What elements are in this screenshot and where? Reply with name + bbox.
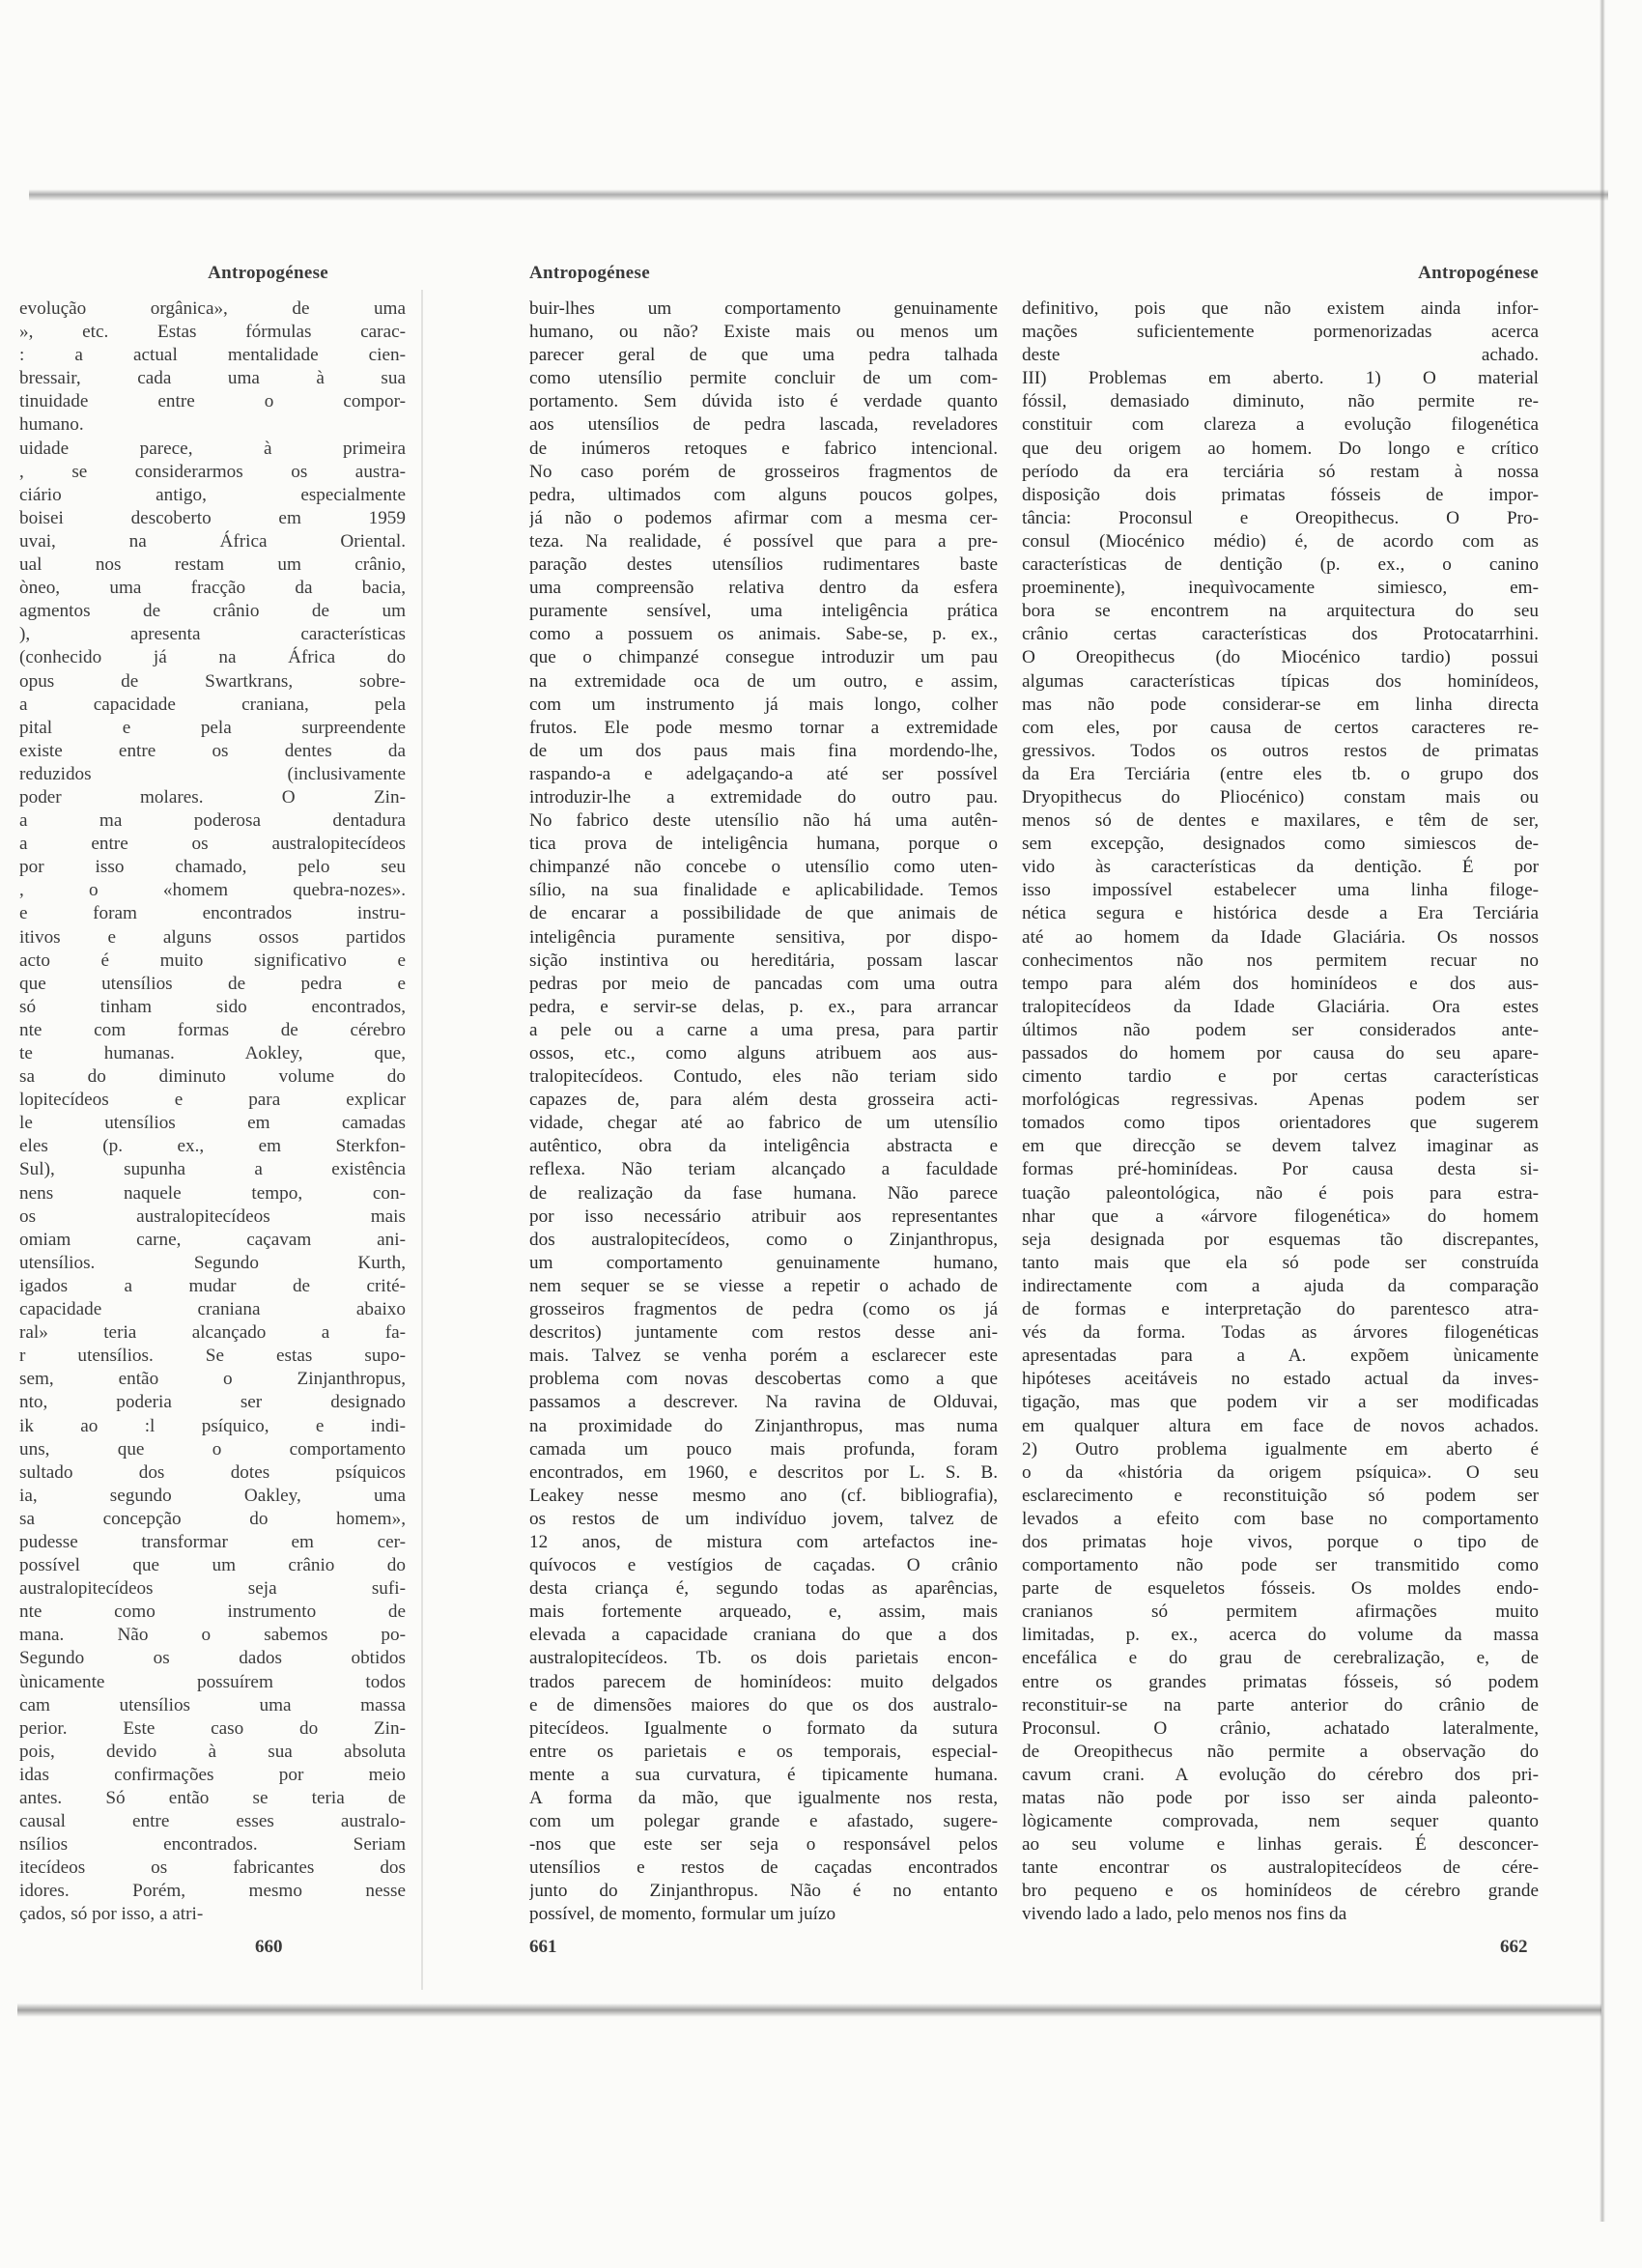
text-line: tigação, mas que podem vir a ser modificadas (1022, 1392, 1539, 1413)
text-line: que o chimpanzé consegue introduzir um pau (529, 647, 998, 668)
text-line: de realização da fase humana. Não parece (529, 1182, 998, 1204)
text-line: até ao homem da Idade Glaciária. Os nossos (1022, 926, 1539, 948)
text-line: encontrados, em 1960, e descritos por L. S. B. (529, 1461, 998, 1483)
text-line: com eles, por causa de certos caracteres re- (1022, 717, 1539, 738)
text-line: ral» teria alcançado a fa- (19, 1322, 406, 1344)
text-line: isso impossível estabelecer uma linha filoge- (1022, 880, 1539, 901)
text-line: nens naquele tempo, con- (19, 1182, 406, 1204)
text-line: tância: Proconsul e Oreopithecus. O Pro- (1022, 507, 1539, 528)
text-line: boisei descoberto em 1959 (19, 507, 406, 528)
text-line: introduzir-lhe a extremidade do outro pau. (529, 786, 998, 808)
text-line: algumas características típicas dos hominídeos, (1022, 670, 1539, 692)
text-line: puramente sensível, uma inteligência prática (529, 601, 998, 622)
text-line: eles (p. ex., em Sterkfon- (19, 1136, 406, 1157)
text-line: definitivo, pois que não existem ainda infor- (1022, 298, 1539, 319)
page-number: 660 (255, 1937, 283, 1957)
text-line: nto, poderia ser designado (19, 1392, 406, 1413)
text-line: idores. Porém, mesmo nesse (19, 1881, 406, 1902)
text-line: itecídeos os fabricantes dos (19, 1857, 406, 1879)
text-line: sultado dos dotes psíquicos (19, 1461, 406, 1483)
text-line: tica prova de inteligência humana, porque o (529, 834, 998, 855)
text-line: formas pré-hominídeas. Por causa desta si- (1022, 1159, 1539, 1180)
text-line: nsílios encontrados. Seriam (19, 1834, 406, 1856)
text-line: características de dentição (p. ex., o canino (1022, 554, 1539, 576)
text-line: possível que um crânio do (19, 1555, 406, 1576)
text-line: vivendo lado a lado, pelo menos nos fins da (1022, 1904, 1347, 1925)
scan-edge-top (29, 189, 1608, 201)
text-line: a pele ou a carne a uma presa, para partir (529, 1019, 998, 1040)
text-line: cimento tardio e por certas características (1022, 1066, 1539, 1088)
text-line: tanto mais que ela só pode ser construída (1022, 1252, 1539, 1273)
text-line: trados parecem de hominídeos: muito delgados (529, 1671, 998, 1692)
text-line: pitecídeos. Igualmente o formato da sutura (529, 1717, 998, 1739)
text-line: matas não pode por isso ser ainda paleonto- (1022, 1788, 1539, 1808)
text-line: parecer geral de que uma pedra talhada (529, 345, 998, 366)
text-line: passamos a descrever. Na ravina de Olduvai, (529, 1392, 998, 1413)
text-line: No fabrico deste utensílio não há uma autên- (529, 810, 998, 832)
text-line: na proximidade do Zinjanthropus, mas numa (529, 1415, 998, 1436)
text-line: que utensílios de pedra e (19, 973, 406, 994)
text-line: A forma da mão, que igualmente nos resta, (529, 1788, 998, 1808)
text-line: de inúmeros retoques e fabrico intencional. (529, 438, 998, 459)
text-line: hipóteses aceitáveis no estado actual da inves- (1022, 1369, 1539, 1390)
text-line: já não o podemos afirmar com a mesma cer- (529, 507, 998, 528)
text-line: dos australopitecídeos, como o Zinjanthropus, (529, 1229, 998, 1250)
text-line: reflexa. Não teriam alcançado a faculdade (529, 1159, 998, 1180)
text-line: causal entre esses australo- (19, 1811, 406, 1832)
text-line: por isso necessário atribuir aos representantes (529, 1205, 998, 1227)
text-line: pedra, e servir-se delas, p. ex., para arrancar (529, 996, 998, 1017)
text-line: levados a efeito com base no comportamento (1022, 1508, 1539, 1529)
text-line: desta criança é, segundo todas as aparências, (529, 1578, 998, 1600)
text-line: ), apresenta características (19, 624, 406, 645)
text-line: nte como instrumento de (19, 1602, 406, 1623)
text-line: indirectamente com a ajuda da comparação (1022, 1275, 1539, 1296)
text-line: e de dimensões maiores do que os dos australo- (529, 1694, 998, 1715)
text-line: evolução orgânica», de uma (19, 298, 406, 319)
text-line: descritos) juntamente com restos desse ani- (529, 1322, 998, 1344)
text-line: morfológicas regressivas. Apenas podem ser (1022, 1090, 1539, 1111)
text-line: bro pequeno e os hominídeos de cérebro grande (1022, 1881, 1539, 1902)
text-line: », etc. Estas fórmulas carac- (19, 322, 406, 343)
body-text (19, 298, 406, 1927)
text-line: buir-lhes um comportamento genuinamente (529, 298, 998, 319)
text-line: de formas e interpretação do parentesco atra- (1022, 1299, 1539, 1320)
text-line: dos primatas hoje vivos, porque o tipo de (1022, 1531, 1539, 1552)
text-line: ao seu volume e linhas gerais. É desconcer- (1022, 1834, 1539, 1856)
text-line: australopitecídeos. Tb. os dois parietais encon- (529, 1648, 998, 1669)
text-line: sem excepção, designados como simiescos de- (1022, 834, 1539, 855)
text-line: capazes de, para além desta grosseira acti- (529, 1090, 998, 1111)
text-line: humano. (19, 414, 84, 436)
text-line: menos só de dentes e maxilares, e têm de ser, (1022, 810, 1539, 832)
text-line: em qualquer altura em face de novos achados. (1022, 1415, 1539, 1436)
text-line: apresentadas para a A. expõem ùnicamente (1022, 1346, 1539, 1367)
text-line: a ma poderosa dentadura (19, 810, 406, 832)
text-line: só tinham sido encontrados, (19, 996, 406, 1017)
text-line: os australopitecídeos mais (19, 1205, 406, 1227)
text-line: Dryopithecus do Pliocénico) constam mais ou (1022, 786, 1539, 808)
text-line: pital e pela surpreendente (19, 717, 406, 738)
text-line: sa concepção do homem», (19, 1508, 406, 1529)
text-line: pedras por meio de pancadas com uma outra (529, 973, 998, 994)
text-line: encefálica e do grau de cerebralização, e, de (1022, 1648, 1539, 1669)
text-line: ciário antigo, especialmente (19, 484, 406, 505)
running-head: Antropogénese (1418, 263, 1539, 283)
text-line: crânio certas características dos Protocatarrhini. (1022, 624, 1539, 645)
text-line: gressivos. Todos os outros restos de primatas (1022, 740, 1539, 761)
text-line: tinuidade entre o compor- (19, 391, 406, 412)
text-line: agmentos de crânio de um (19, 601, 406, 622)
text-line: tante encontrar os australopitecídeos de cére- (1022, 1857, 1539, 1879)
text-line: mana. Não o sabemos po- (19, 1625, 406, 1646)
text-line: Segundo os dados obtidos (19, 1648, 406, 1669)
text-line: òneo, uma fracção da bacia, (19, 578, 406, 599)
text-line: le utensílios em camadas (19, 1113, 406, 1134)
text-line: Leakey nesse mesmo ano (cf. bibliografia), (529, 1485, 998, 1506)
text-line: australopitecídeos seja sufi- (19, 1578, 406, 1600)
text-line: de um dos paus mais fina mordendo-lhe, (529, 740, 998, 761)
text-line: constituir com clareza a evolução filogenética (1022, 414, 1539, 436)
text-line: aos utensílios de pedra lascada, reveladores (529, 414, 998, 436)
text-line: inteligência puramente sensitiva, por dispo- (529, 926, 998, 948)
text-line: proeminente), inequìvocamente simiesco, em- (1022, 578, 1539, 599)
text-line: autêntico, obra da inteligência abstracta e (529, 1136, 998, 1157)
text-line: disposição dois primatas fósseis de impor- (1022, 484, 1539, 505)
text-line: poder molares. O Zin- (19, 786, 406, 808)
text-line: mais. Talvez se venha porém a esclarecer este (529, 1346, 998, 1367)
text-line: itivos e alguns ossos partidos (19, 926, 406, 948)
text-line: : a actual mentalidade cien- (19, 345, 406, 366)
text-line: consul (Miocénico médio) é, de acordo com as (1022, 530, 1539, 552)
text-line: conhecimentos não nos permitem recuar no (1022, 950, 1539, 971)
page-number: 662 (1500, 1937, 1528, 1957)
page-number: 661 (529, 1937, 557, 1957)
text-line: como utensílio permite concluir de um com- (529, 368, 998, 389)
text-line: como a possuem os animais. Sabe-se, p. ex., (529, 624, 998, 645)
page-gutter (421, 290, 423, 1990)
text-line: um comportamento genuinamente humano, (529, 1252, 998, 1273)
text-line: perior. Este caso do Zin- (19, 1717, 406, 1739)
text-line: acto é muito significativo e (19, 950, 406, 971)
text-line: , o «homem quebra-nozes». (19, 880, 406, 901)
text-line: ik ao :l psíquico, e indi- (19, 1415, 406, 1436)
text-line: nhar que a «árvore filogenética» do homem (1022, 1205, 1539, 1227)
text-line: entre os parietais e os temporais, especial- (529, 1741, 998, 1762)
text-line: cavum crani. A evolução do cérebro dos pri- (1022, 1764, 1539, 1785)
page-661-column (529, 259, 998, 1998)
text-line: seja designada por esquemas tão discrepantes, (1022, 1229, 1539, 1250)
text-line: o da «história da origem psíquica». O seu (1022, 1461, 1539, 1483)
text-line: período da era terciária só restam à nossa (1022, 461, 1539, 482)
text-line: utensílios e restos de caçadas encontrados (529, 1857, 998, 1879)
text-line: paração destes utensílios rudimentares baste (529, 554, 998, 576)
text-line: III) Problemas em aberto. 1) O material (1022, 368, 1539, 389)
text-line: capacidade craniana abaixo (19, 1299, 406, 1320)
text-line: existe entre os dentes da (19, 740, 406, 761)
text-line: com um polegar grande e afastado, sugere- (529, 1811, 998, 1832)
text-line: que deu origem ao homem. Do longo e crítico (1022, 438, 1539, 459)
text-line: grosseiros fragmentos de pedra (como os já (529, 1299, 998, 1320)
text-line: reduzidos (inclusivamente (19, 763, 406, 784)
text-line: com um instrumento já mais longo, colher (529, 694, 998, 715)
text-line: da Era Terciária (entre eles tb. o grupo dos (1022, 763, 1539, 784)
text-line: passados do homem por causa do seu apare- (1022, 1043, 1539, 1063)
body-text (1022, 298, 1539, 1927)
text-line: a entre os australopitecídeos (19, 834, 406, 855)
text-line: uma compreensão relativa dentro da esfera (529, 578, 998, 599)
text-line: comportamento não pode ser transmitido como (1022, 1555, 1539, 1576)
text-line: portamento. Sem dúvida isto é verdade quanto (529, 391, 998, 412)
running-head: Antropogénese (208, 263, 328, 283)
text-line: humano, ou não? Existe mais ou menos um (529, 322, 998, 343)
text-line: vés da forma. Todas as árvores filogenéticas (1022, 1322, 1539, 1344)
text-line: raspando-a e adelgaçando-a até ser possível (529, 763, 998, 784)
text-line: uns, que o comportamento (19, 1438, 406, 1460)
text-line: nem sequer se se viesse a repetir o achado de (529, 1275, 998, 1296)
text-line: lopitecídeos e para explicar (19, 1090, 406, 1111)
text-line: fóssil, demasiado diminuto, não permite re- (1022, 391, 1539, 412)
text-line: uidade parece, à primeira (19, 438, 406, 459)
text-line: tralopitecídeos. Contudo, eles não teriam sido (529, 1066, 998, 1088)
text-line: camada um pouco mais profunda, foram (529, 1438, 998, 1460)
text-line: 12 anos, de mistura com artefactos ine- (529, 1531, 998, 1552)
text-line: os restos de um indivíduo jovem, talvez de (529, 1508, 998, 1529)
text-line: idas confirmações por meio (19, 1764, 406, 1785)
text-line: tomados como tipos orientadores que sugerem (1022, 1113, 1539, 1134)
text-line: uvai, na África Oriental. (19, 530, 406, 552)
text-line: tralopitecídeos da Idade Glaciária. Ora estes (1022, 996, 1539, 1017)
text-line: pudesse transformar em cer- (19, 1531, 406, 1552)
text-line: tuação paleontológica, não é pois para estra- (1022, 1182, 1539, 1204)
text-line: ùnicamente possuírem todos (19, 1671, 406, 1692)
text-line: problema com novas descobertas como a que (529, 1369, 998, 1390)
text-line: mente a sua curvatura, é tipicamente humana. (529, 1764, 998, 1785)
text-line: junto do Zinjanthropus. Não é no entanto (529, 1881, 998, 1902)
text-line: igados a mudar de crité- (19, 1275, 406, 1296)
body-text (529, 298, 998, 1927)
text-line: e foram encontrados instru- (19, 903, 406, 924)
text-line: por isso chamado, pelo seu (19, 857, 406, 878)
text-line: mais fortemente arqueado, e, assim, mais (529, 1602, 998, 1623)
text-line: te humanas. Aokley, que, (19, 1043, 406, 1063)
text-line: r utensílios. Se estas supo- (19, 1346, 406, 1367)
text-line: cam utensílios uma massa (19, 1694, 406, 1715)
text-line: nte com formas de cérebro (19, 1019, 406, 1040)
scan-edge-bottom (17, 2003, 1601, 2017)
text-line: sem, então o Zinjanthropus, (19, 1369, 406, 1390)
text-line: ossos, etc., como alguns atribuem aos aus- (529, 1043, 998, 1063)
text-line: sição instintiva ou hereditária, possam lascar (529, 950, 998, 971)
text-line: 2) Outro problema igualmente em aberto é (1022, 1438, 1539, 1460)
text-line: utensílios. Segundo Kurth, (19, 1252, 406, 1273)
page-660-column (19, 259, 406, 1998)
text-line: de encarar a possibilidade de que animais de (529, 903, 998, 924)
text-line: a capacidade craniana, pela (19, 694, 406, 715)
text-line: çados, só por isso, a atri- (19, 1904, 204, 1925)
text-line: parte de esqueletos fósseis. Os moldes endo- (1022, 1578, 1539, 1600)
text-line: pois, devido à sua absoluta (19, 1741, 406, 1762)
text-line: sílio, na sua finalidade e aplicabilidade. Temos (529, 880, 998, 901)
text-line: (conhecido já na África do (19, 647, 406, 668)
text-line: de Oreopithecus não permite a observação do (1022, 1741, 1539, 1762)
text-line: lògicamente comprovada, nem sequer quanto (1022, 1811, 1539, 1832)
text-line: teza. Na realidade, é possível que para a pre- (529, 530, 998, 552)
scan-edge-right (1600, 0, 1605, 2222)
text-line: -nos que este ser seja o responsável pelos (529, 1834, 998, 1856)
text-line: últimos não podem ser considerados ante- (1022, 1019, 1539, 1040)
text-line: limitadas, p. ex., acerca do volume da massa (1022, 1625, 1539, 1646)
text-line: em que direcção se devem talvez imaginar as (1022, 1136, 1539, 1157)
text-line: esclarecimento e reconstituição só podem ser (1022, 1485, 1539, 1506)
text-line: sa do diminuto volume do (19, 1066, 406, 1088)
text-line: possível, de momento, formular um juízo (529, 1904, 836, 1925)
text-line: quívocos e vestígios de caçadas. O crânio (529, 1555, 998, 1576)
text-line: No caso porém de grosseiros fragmentos de (529, 461, 998, 482)
text-line: frutos. Ele pode mesmo tornar a extremidade (529, 717, 998, 738)
text-line: opus de Swartkrans, sobre- (19, 670, 406, 692)
text-line: Sul), supunha a existência (19, 1159, 406, 1180)
text-line: elevada a capacidade craniana do que a dos (529, 1625, 998, 1646)
text-line: vido às características da dentição. É por (1022, 857, 1539, 878)
text-line: vidade, chegar até ao fabrico de um utensílio (529, 1113, 998, 1134)
text-line: entre os grandes primatas fósseis, só podem (1022, 1671, 1539, 1692)
text-line: , se considerarmos os austra- (19, 461, 406, 482)
text-line: ual nos restam um crânio, (19, 554, 406, 576)
text-line: omiam carne, caçavam ani- (19, 1229, 406, 1250)
text-line: deste achado. (1022, 345, 1539, 366)
text-line: cranianos só permitem afirmações muito (1022, 1602, 1539, 1623)
text-line: mas não pode considerar-se em linha directa (1022, 694, 1539, 715)
text-line: chimpanzé não concebe o utensílio como uten- (529, 857, 998, 878)
text-line: bressair, cada uma à sua (19, 368, 406, 389)
text-line: pedra, ultimados com alguns poucos golpes, (529, 484, 998, 505)
page-662-column (1022, 259, 1539, 1998)
text-line: tempo para além dos hominídeos e dos aus- (1022, 973, 1539, 994)
text-line: na extremidade oca de um outro, e assim, (529, 670, 998, 692)
text-line: antes. Só então se teria de (19, 1788, 406, 1808)
text-line: ia, segundo Oakley, uma (19, 1485, 406, 1506)
text-line: mações suficientemente pormenorizadas acerca (1022, 322, 1539, 343)
text-line: Proconsul. O crânio, achatado lateralmente, (1022, 1717, 1539, 1739)
text-line: bora se encontrem na arquitectura do seu (1022, 601, 1539, 622)
running-head: Antropogénese (529, 263, 650, 283)
text-line: reconstituir-se na parte anterior do crânio de (1022, 1694, 1539, 1715)
text-line: O Oreopithecus (do Miocénico tardio) possui (1022, 647, 1539, 668)
text-line: nética segura e histórica desde a Era Terciária (1022, 903, 1539, 924)
